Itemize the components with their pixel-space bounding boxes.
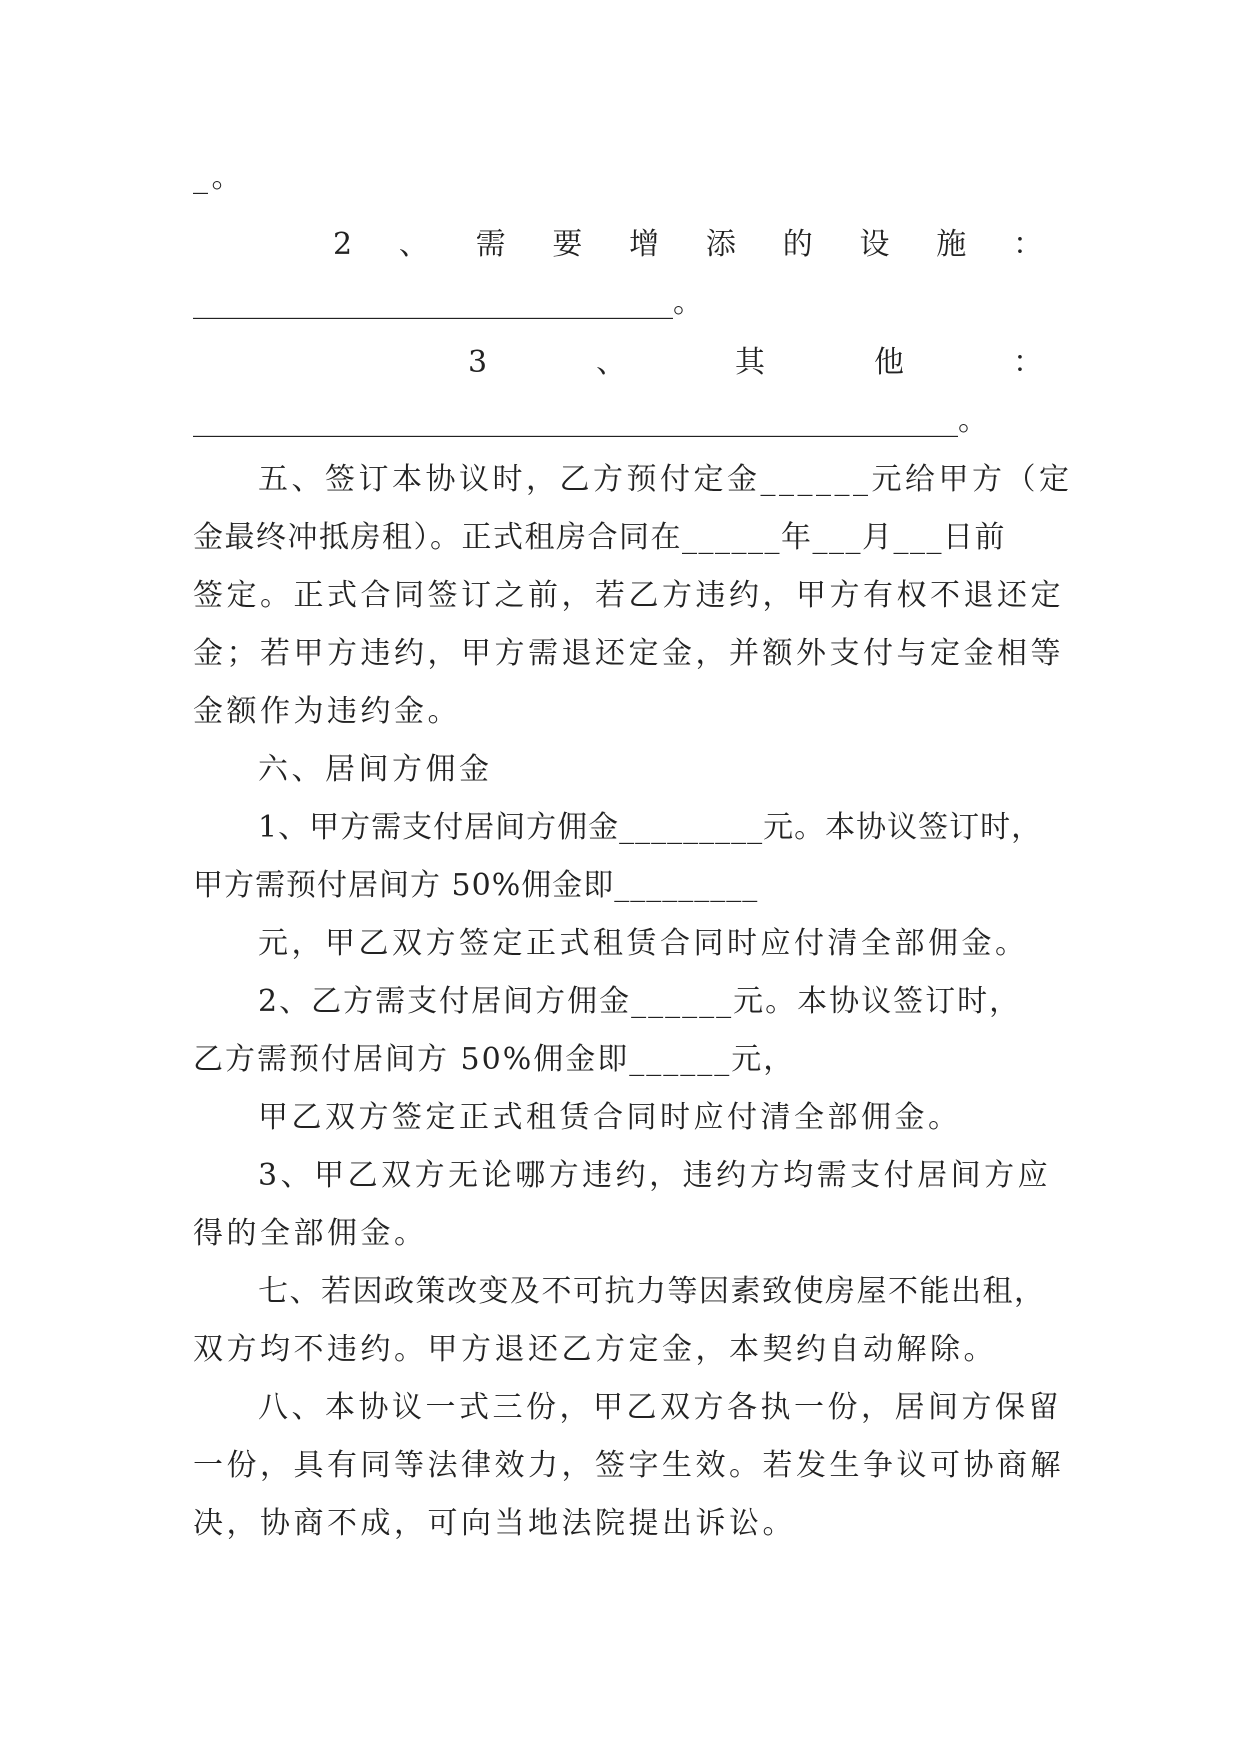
paragraph-line: 金；若甲方违约，甲方需退还定金，并额外支付与定金相等 bbox=[193, 636, 1064, 671]
paragraph-line: 金最终冲抵房租）。正式租房合同在______年___月___日前 bbox=[193, 520, 1006, 555]
paragraph-line: 1、甲方需支付居间方佣金_________元。本协议签订时， bbox=[258, 810, 1043, 845]
text-char: 他 bbox=[874, 345, 904, 380]
text-char: 3 bbox=[468, 345, 488, 380]
paragraph-line: 双方均不违约。甲方退还乙方定金，本契约自动解除。 bbox=[193, 1332, 997, 1367]
paragraph-line: 八、本协议一式三份，甲乙双方各执一份，居间方保留 bbox=[258, 1390, 1062, 1425]
blank-line: ___________________________________________________。 bbox=[193, 403, 988, 438]
paragraph-line: 金额作为违约金。 bbox=[193, 694, 461, 729]
paragraph-line: 2、乙方需支付居间方佣金______元。本协议签订时， bbox=[258, 984, 1022, 1019]
text-char: 、 bbox=[596, 345, 627, 380]
paragraph-line: 七、若因政策改变及不可抗力等因素致使房屋不能出租， bbox=[258, 1274, 1046, 1309]
text-char: 增 bbox=[629, 227, 660, 262]
paragraph-line: 3、甲乙双方无论哪方违约，违约方均需支付居间方应 bbox=[258, 1158, 1052, 1193]
spaced-line-other bbox=[468, 343, 1043, 383]
paragraph-line: 甲方需预付居间方 50%佣金即_________ bbox=[193, 868, 759, 903]
text-char: ： bbox=[1012, 345, 1043, 380]
blank-line: ________________________________。 bbox=[193, 285, 703, 320]
paragraph-line: 元，甲乙双方签定正式租赁合同时应付清全部佣金。 bbox=[258, 926, 1029, 961]
text-char: 施 bbox=[936, 227, 967, 262]
paragraph-line: 签定。正式合同签订之前，若乙方违约，甲方有权不退还定 bbox=[193, 578, 1064, 613]
text-char: 需 bbox=[475, 227, 506, 262]
text-char: 其 bbox=[735, 345, 766, 380]
spaced-line-facilities bbox=[333, 225, 1043, 265]
text-char: 要 bbox=[552, 227, 583, 262]
section-heading: 六、居间方佣金 bbox=[258, 752, 493, 787]
text-char: ： bbox=[1012, 227, 1043, 262]
text-char: 的 bbox=[782, 227, 813, 262]
text-char: 2 bbox=[333, 227, 353, 262]
paragraph-line: 五、签订本协议时，乙方预付定金______元给甲方（定 bbox=[258, 462, 1073, 497]
paragraph-line: 甲乙双方签定正式租赁合同时应付清全部佣金。 bbox=[258, 1100, 962, 1135]
text-char: 设 bbox=[859, 227, 890, 262]
text-char: 、 bbox=[398, 227, 429, 262]
paragraph-line: 乙方需预付居间方 50%佣金即______元， bbox=[193, 1042, 796, 1077]
paragraph-line: 一份，具有同等法律效力，签字生效。若发生争议可协商解 bbox=[193, 1448, 1064, 1483]
paragraph-line: 得的全部佣金。 bbox=[193, 1216, 428, 1251]
text-char: 添 bbox=[705, 227, 736, 262]
paragraph-line: 决，协商不成，可向当地法院提出诉讼。 bbox=[193, 1506, 796, 1541]
text-line: _。 bbox=[193, 160, 245, 195]
